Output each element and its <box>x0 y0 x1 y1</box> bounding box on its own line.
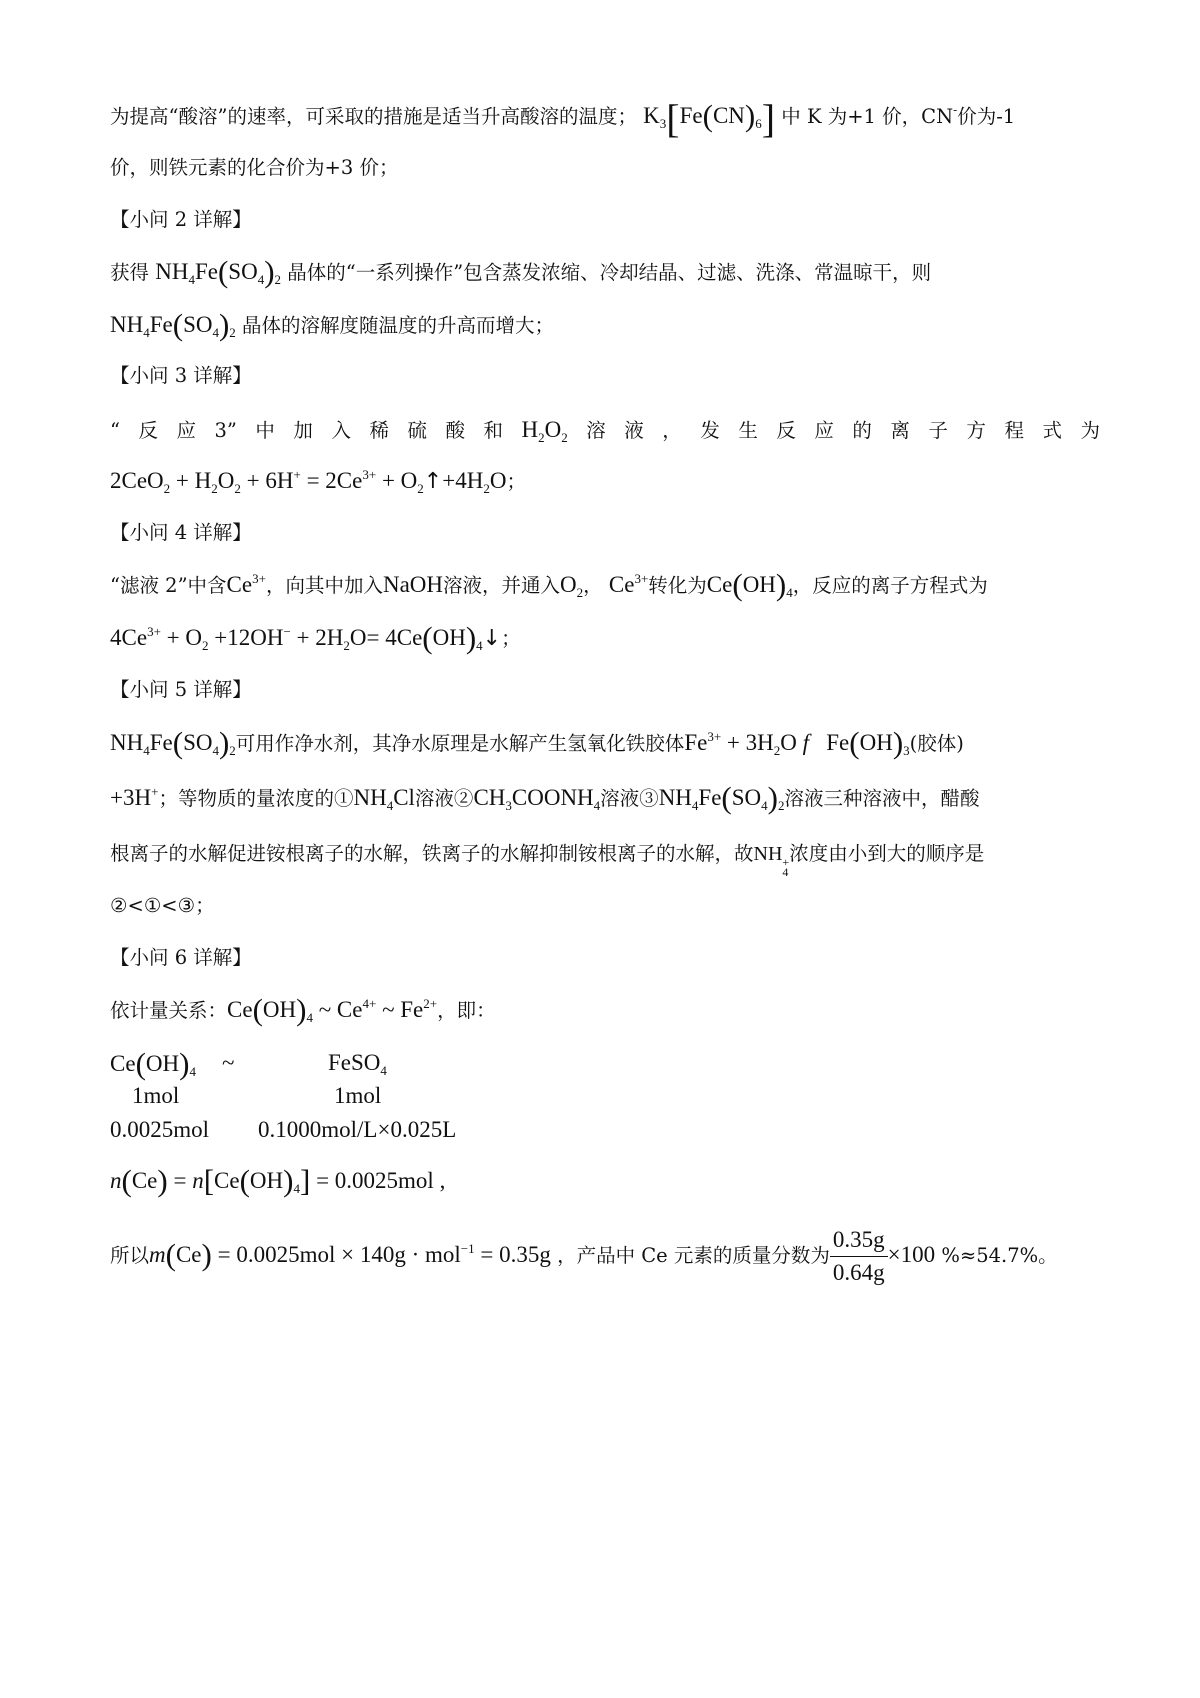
text-line-9: $NH_4Fe(SO_4)_2$可用作净水剂，其净水原理是水解产生氢氧化铁胶体$Fe^{3+} + 3H_2O$ f $Fe(OH)_3$(胶体) <box>110 725 964 760</box>
table-cell-1mol-b: 1mol <box>334 1083 382 1108</box>
text-line-13: 依计量关系：$Ce(OH)_4$ ~ $Ce^{4+}$ ~ $Fe^{2+}$，即： <box>110 992 496 1027</box>
fraction-mass: $\frac{0.35g}{0.64g}$ <box>830 1226 888 1287</box>
section-heading-6: 【小问 6 详解】 <box>110 946 252 969</box>
text-line-11: 根离子的水解促进铵根离子的水解，铁离子的水解抑制铵根离子的水解，故NH + 4 浓度由小到大的顺序是 <box>110 842 985 879</box>
section-heading-4: 【小问 4 详解】 <box>110 521 252 544</box>
text-line-4: $NH_4Fe(SO_4)_2$ 晶体的溶解度随温度的升高而增大； <box>110 307 555 342</box>
text-line-10: +3H+；等物质的量浓度的$①NH_4Cl$溶液$②CH_3COONH_4$溶液$③NH_4Fe(SO_4)_2$溶液三种溶液中，醋酸 <box>110 780 980 815</box>
text-line-3: 获得 $NH_4Fe(SO_4)_2$ 晶体的“一系列操作”包含蒸发浓缩、冷却结晶、过滤、洗涤、常温晾干，则 <box>110 254 932 289</box>
table-cell-1mol-a: 1mol <box>132 1083 180 1108</box>
formula-k3fecn6: $K_3[Fe(CN)_6]$ <box>643 96 776 141</box>
formula-nh4feso42: $NH_4Fe(SO_4)_2$ <box>155 254 282 289</box>
equation-reaction-3: $2CeO_2 + H_2O_2 + 6H^+ = 2Ce^{3+}$ + $O_2↑+4H_2O$； <box>110 467 526 496</box>
text-line-1: 为提高“酸溶”的速率，可采取的措施是适当升高酸溶的温度； $K_3[Fe(CN)_6]$ 中 K 为+1 价，CN-价为-1 <box>110 96 1016 141</box>
formula-h2o2: $H_2O_2$ <box>521 417 568 445</box>
table-cell-feso4: FeSO$_4$ <box>328 1050 387 1078</box>
table-cell-0.0025mol: 0.0025mol <box>110 1117 210 1142</box>
text-line-12: ②<①<③； <box>110 894 215 917</box>
text-line-7: “滤液 2”中含$Ce^{3+}$，向其中加入NaOH溶液，并通入$O_2$， $Ce^{3+}$转化为$Ce(OH)_4$，反应的离子方程式为 <box>110 567 988 602</box>
text-line-2: 价，则铁元素的化合价为+3 价； <box>110 156 399 179</box>
up-arrow-icon: ↑ <box>423 469 443 494</box>
equation-n-ce: $n(Ce) = n[Ce(OH)_4] = 0.0025mol$ , <box>110 1163 446 1198</box>
formula-nh4feso42: $NH_4Fe(SO_4)_2$ <box>110 307 236 342</box>
line1-text: 为提高“酸溶”的速率，可采取的措施是适当升高酸溶的温度； <box>110 105 637 128</box>
equation-reaction-4: $4Ce^{3+} + O_2 +12OH^- + 2H_2O=$ $4Ce(OH)_4↓$； <box>110 620 521 655</box>
text-line-5: “ 反 应 3” 中 加 入 稀 硫 酸 和 $H_2O_2$ 溶 液 ， 发 生 反 应 的 离 子 方 程 式 为 <box>110 417 1100 445</box>
section-heading-5: 【小问 5 详解】 <box>110 678 252 701</box>
table-cell-volume-calc: 0.1000mol/L×0.025L <box>258 1117 457 1142</box>
table-cell-tilde: ~ <box>222 1050 235 1075</box>
table-cell-ceoh4: $Ce(OH)_4$ <box>110 1046 196 1081</box>
text-line-15: 所以m(Ce) = 0.0025mol × 140g · mol$^{-1}$ = 0.35g ，产品中 Ce 元素的质量分数为 $\frac{0.35g}{0.64g}$ ×100 %≈54.7%。 <box>110 1227 1058 1285</box>
down-arrow-icon: ↓ <box>482 626 502 651</box>
section-heading-2: 【小问 2 详解】 <box>110 208 252 231</box>
section-heading-3: 【小问 3 详解】 <box>110 364 252 387</box>
